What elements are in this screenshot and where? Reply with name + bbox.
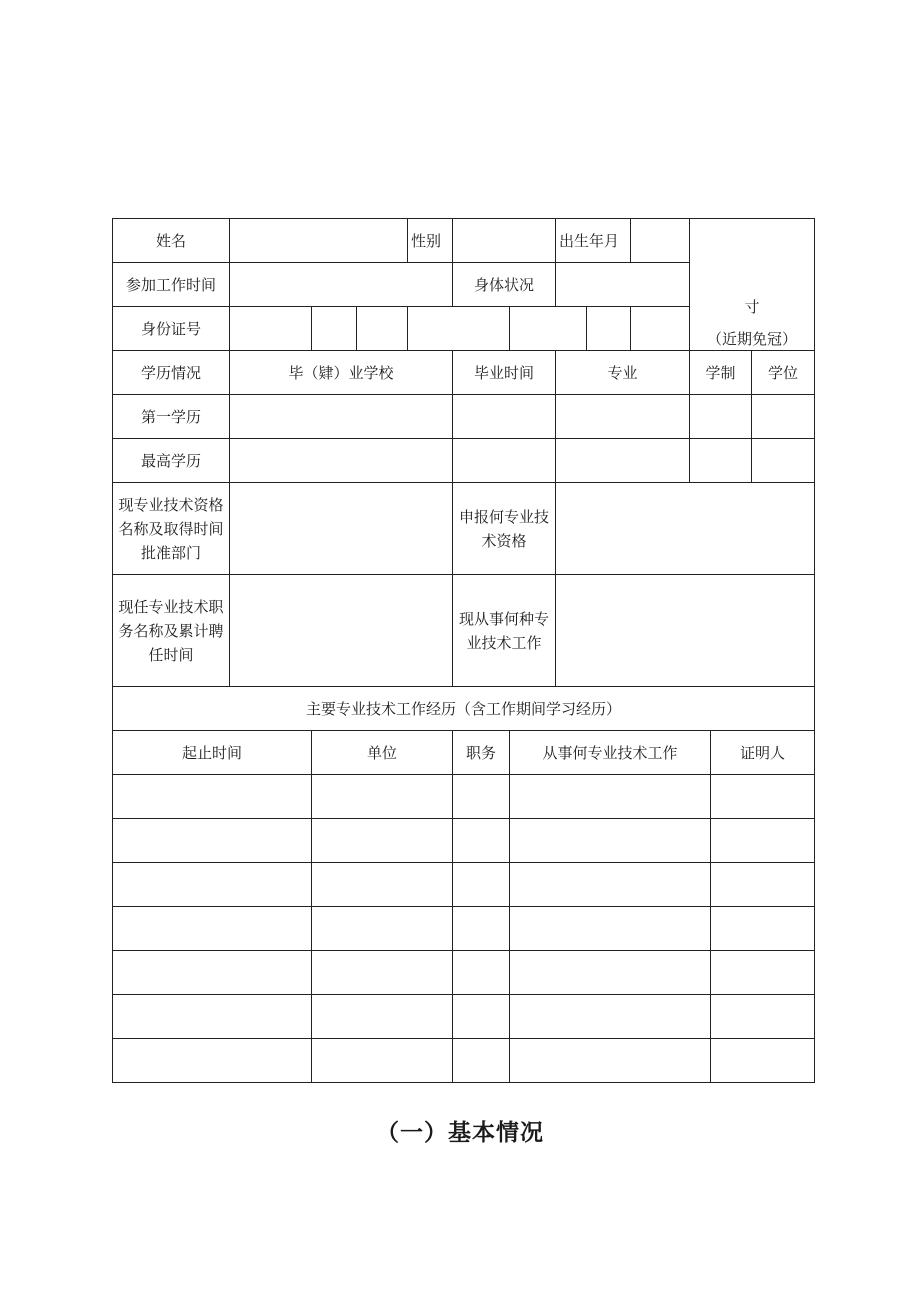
first-school-value[interactable] — [230, 395, 453, 439]
period-cell[interactable] — [113, 1039, 312, 1083]
experience-row — [113, 1039, 815, 1083]
first-grad-time-value[interactable] — [453, 395, 556, 439]
work-cell[interactable] — [510, 863, 711, 907]
name-value[interactable] — [230, 219, 408, 263]
title-cell[interactable] — [453, 1039, 510, 1083]
id-box-6[interactable] — [587, 307, 631, 351]
education-header-label: 学历情况 — [113, 351, 230, 395]
unit-cell[interactable] — [312, 951, 453, 995]
highest-duration-value[interactable] — [690, 439, 752, 483]
applied-qualification-value[interactable] — [556, 483, 815, 575]
work-cell[interactable] — [510, 775, 711, 819]
applied-qualification-label: 申报何专业技术资格 — [453, 483, 556, 575]
experience-row — [113, 995, 815, 1039]
grad-time-column-label: 毕业时间 — [453, 351, 556, 395]
unit-cell[interactable] — [312, 1039, 453, 1083]
period-cell[interactable] — [113, 907, 312, 951]
id-box-3[interactable] — [357, 307, 408, 351]
witness-cell[interactable] — [711, 819, 815, 863]
unit-column-label: 单位 — [312, 731, 453, 775]
degree-column-label: 学位 — [752, 351, 815, 395]
duration-column-label: 学制 — [690, 351, 752, 395]
photo-area[interactable] — [690, 219, 815, 351]
highest-degree-value[interactable] — [752, 439, 815, 483]
row-qualification — [113, 483, 815, 575]
witness-cell[interactable] — [711, 907, 815, 951]
witness-cell[interactable] — [711, 863, 815, 907]
work-start-value[interactable] — [230, 263, 453, 307]
current-work-value[interactable] — [556, 575, 815, 687]
period-column-label: 起止时间 — [113, 731, 312, 775]
period-cell[interactable] — [113, 863, 312, 907]
id-box-5[interactable] — [510, 307, 587, 351]
current-work-label: 现从事何种专业技术工作 — [453, 575, 556, 687]
work-cell[interactable] — [510, 951, 711, 995]
id-box-1[interactable] — [230, 307, 312, 351]
experience-row — [113, 907, 815, 951]
first-education-label: 第一学历 — [113, 395, 230, 439]
major-column-label: 专业 — [556, 351, 690, 395]
work-cell[interactable] — [510, 907, 711, 951]
unit-cell[interactable] — [312, 819, 453, 863]
experience-row — [113, 951, 815, 995]
witness-column-label: 证明人 — [711, 731, 815, 775]
witness-cell[interactable] — [711, 775, 815, 819]
experience-row — [113, 775, 815, 819]
unit-cell[interactable] — [312, 775, 453, 819]
period-cell[interactable] — [113, 775, 312, 819]
id-box-7[interactable] — [631, 307, 690, 351]
highest-school-value[interactable] — [230, 439, 453, 483]
row-basic-info — [113, 219, 815, 263]
experience-section-title: 主要专业技术工作经历（含工作期间学习经历） — [113, 687, 815, 731]
title-cell[interactable] — [453, 907, 510, 951]
health-label: 身体状况 — [453, 263, 556, 307]
unit-cell[interactable] — [312, 907, 453, 951]
row-experience-title — [113, 687, 815, 731]
row-highest-education — [113, 439, 815, 483]
row-first-education — [113, 395, 815, 439]
birth-value[interactable] — [631, 219, 690, 263]
experience-row — [113, 863, 815, 907]
id-box-4[interactable] — [408, 307, 510, 351]
title-cell[interactable] — [453, 819, 510, 863]
unit-cell[interactable] — [312, 863, 453, 907]
witness-cell[interactable] — [711, 995, 815, 1039]
highest-education-label: 最高学历 — [113, 439, 230, 483]
gender-value[interactable] — [453, 219, 556, 263]
first-major-value[interactable] — [556, 395, 690, 439]
row-experience-header — [113, 731, 815, 775]
period-cell[interactable] — [113, 951, 312, 995]
current-position-label: 现任专业技术职务名称及累计聘任时间 — [113, 575, 230, 687]
school-column-label: 毕（肄）业学校 — [230, 351, 453, 395]
photo-note-text: （近期免冠） — [707, 330, 798, 348]
current-qualification-value[interactable] — [230, 483, 453, 575]
title-column-label: 职务 — [453, 731, 510, 775]
highest-grad-time-value[interactable] — [453, 439, 556, 483]
row-position — [113, 575, 815, 687]
title-cell[interactable] — [453, 995, 510, 1039]
current-qualification-label: 现专业技术资格名称及取得时间批准部门 — [113, 483, 230, 575]
witness-cell[interactable] — [711, 1039, 815, 1083]
registration-form-table — [112, 218, 815, 1083]
work-cell[interactable] — [510, 819, 711, 863]
health-value[interactable] — [556, 263, 690, 307]
work-column-label: 从事何专业技术工作 — [510, 731, 711, 775]
birth-label: 出生年月 — [556, 219, 631, 263]
title-cell[interactable] — [453, 951, 510, 995]
photo-size-text: 寸 — [744, 298, 760, 316]
period-cell[interactable] — [113, 995, 312, 1039]
section-heading: （一）基本情况 — [376, 1120, 544, 1146]
work-cell[interactable] — [510, 995, 711, 1039]
current-position-value[interactable] — [230, 575, 453, 687]
name-label: 姓名 — [113, 219, 230, 263]
title-cell[interactable] — [453, 863, 510, 907]
title-cell[interactable] — [453, 775, 510, 819]
work-start-label: 参加工作时间 — [113, 263, 230, 307]
id-box-2[interactable] — [312, 307, 357, 351]
witness-cell[interactable] — [711, 951, 815, 995]
work-cell[interactable] — [510, 1039, 711, 1083]
id-label: 身份证号 — [113, 307, 230, 351]
highest-major-value[interactable] — [556, 439, 690, 483]
experience-row — [113, 819, 815, 863]
period-cell[interactable] — [113, 819, 312, 863]
first-degree-value[interactable] — [752, 395, 815, 439]
unit-cell[interactable] — [312, 995, 453, 1039]
first-duration-value[interactable] — [690, 395, 752, 439]
row-education-header — [113, 351, 815, 395]
gender-label: 性别 — [408, 219, 453, 263]
